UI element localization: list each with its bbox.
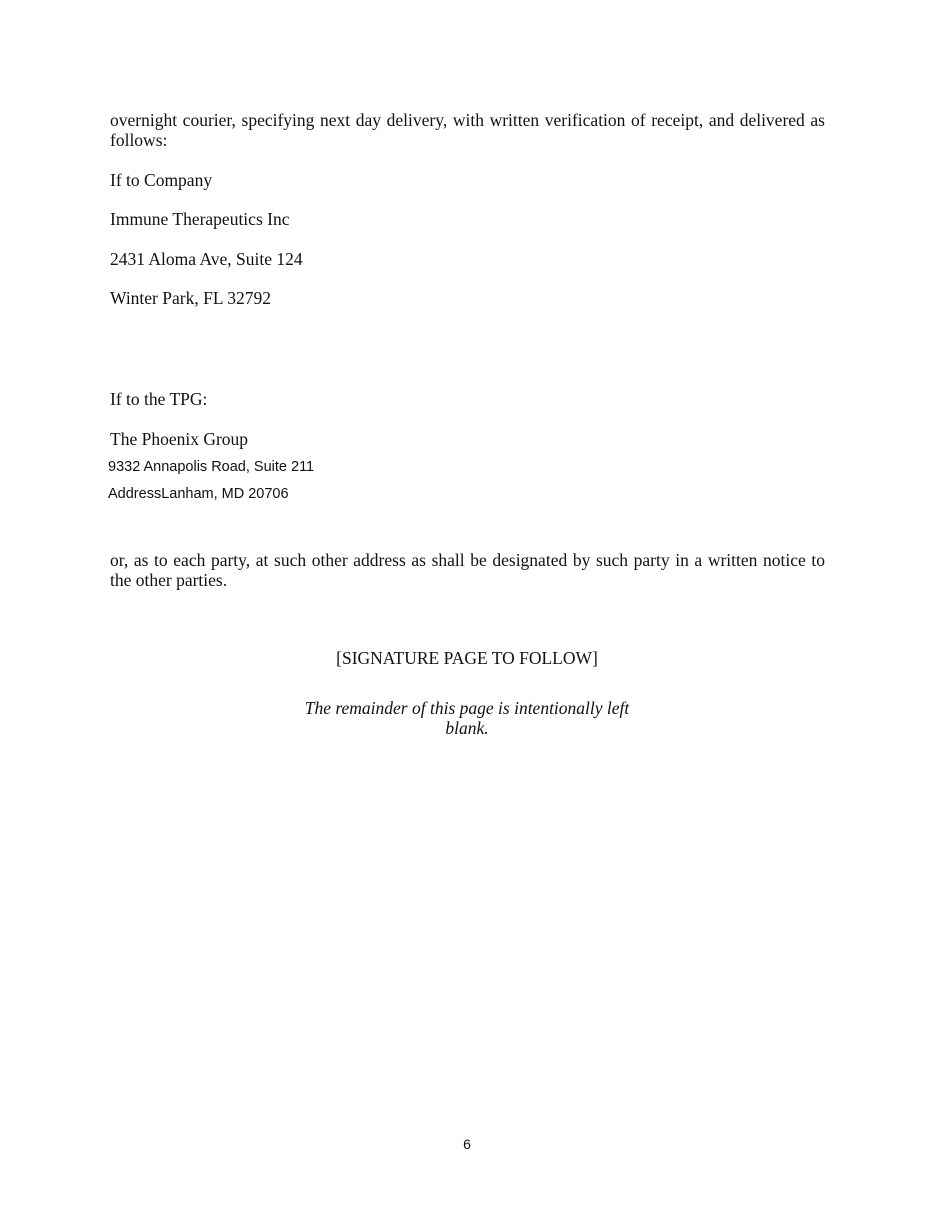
- company-city-state-zip: Winter Park, FL 32792: [110, 288, 271, 308]
- tpg-street-address: 9332 Annapolis Road, Suite 211: [108, 459, 315, 475]
- page-number: 6: [463, 1136, 471, 1152]
- intro-paragraph: overnight courier, specifying next day delivery, with written verification of receipt, and delivered as follows:: [110, 110, 825, 150]
- tpg-notice-heading: If to the TPG:: [110, 389, 208, 409]
- company-notice-heading: If to Company: [110, 170, 213, 190]
- company-name: Immune Therapeutics Inc: [110, 209, 290, 229]
- remainder-blank-notice: The remainder of this page is intentionally left blank.: [304, 698, 630, 738]
- tpg-city-state-zip: AddressLanham, MD 20706: [108, 486, 289, 502]
- signature-page-notice: [SIGNATURE PAGE TO FOLLOW]: [336, 648, 598, 668]
- company-street-address: 2431 Aloma Ave, Suite 124: [110, 249, 303, 269]
- closing-paragraph: or, as to each party, at such other address as shall be designated by such party in a written notice to the other parties.: [110, 550, 825, 590]
- tpg-name: The Phoenix Group: [110, 429, 249, 449]
